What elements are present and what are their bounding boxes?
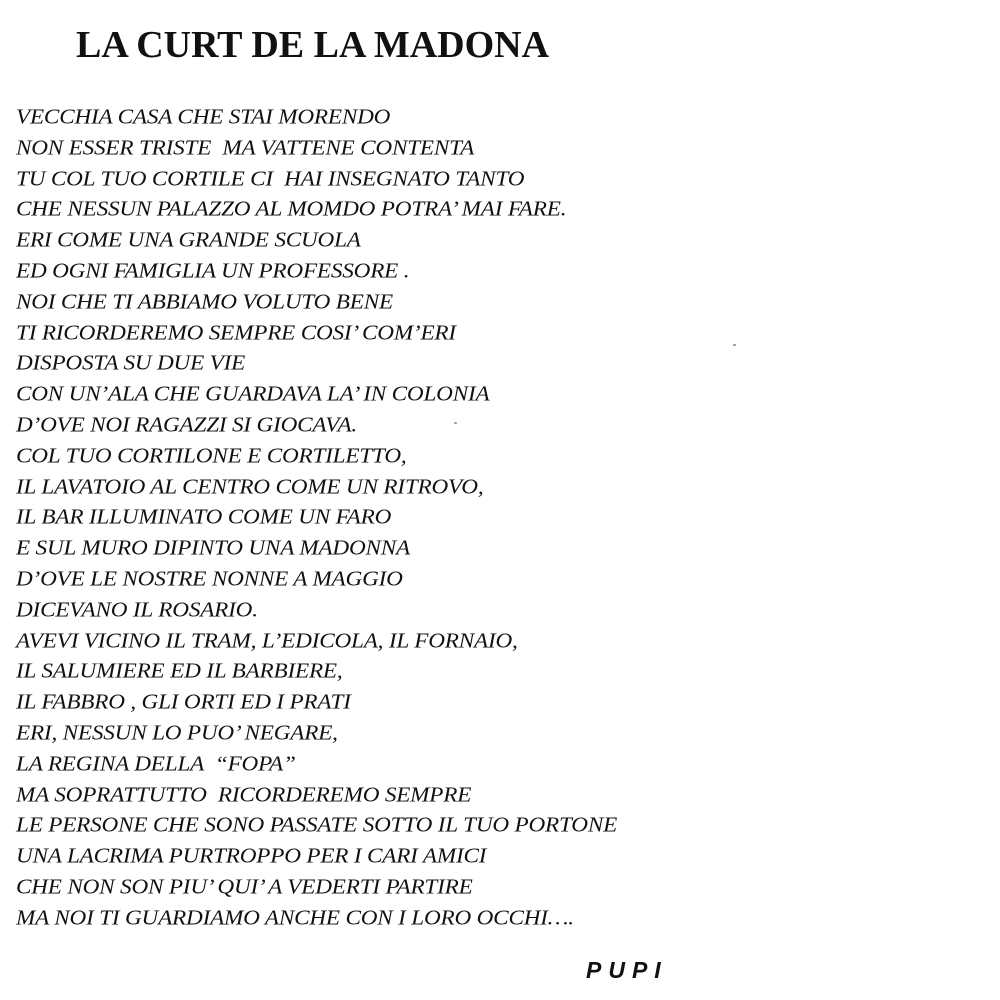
poem-line: CHE NESSUN PALAZZO AL MOMDO POTRA’ MAI FARE. xyxy=(16,197,567,222)
poem-line: DISPOSTA SU DUE VIE xyxy=(16,351,246,376)
poem-line: TU COL TUO CORTILE CI HAI INSEGNATO TANTO xyxy=(16,166,525,191)
poem-title: LA CURT DE LA MADONA xyxy=(76,24,550,66)
poem-line: LA REGINA DELLA “FOPA” xyxy=(16,751,296,776)
poem-line: IL BAR ILLUMINATO COME UN FARO xyxy=(16,505,392,530)
poem-body xyxy=(16,102,617,934)
poem-line: DICEVANO IL ROSARIO. xyxy=(16,597,258,622)
scan-speck xyxy=(454,422,457,424)
poem-line: AVEVI VICINO IL TRAM, L’EDICOLA, IL FORNAIO, xyxy=(16,628,518,653)
poem-line: VECCHIA CASA CHE STAI MORENDO xyxy=(16,105,391,129)
poem-line: D’OVE NOI RAGAZZI SI GIOCAVA. xyxy=(16,413,358,437)
signature: PUPI xyxy=(586,957,668,983)
poem-line: ERI COME UNA GRANDE SCUOLA xyxy=(16,228,361,253)
scan-speck xyxy=(733,344,736,346)
poem-line: IL FABBRO , GLI ORTI ED I PRATI xyxy=(16,690,351,715)
poem-line: LE PERSONE CHE SONO PASSATE SOTTO IL TUO PORTONE xyxy=(16,813,618,838)
poem-line: IL SALUMIERE ED IL BARBIERE, xyxy=(16,659,343,684)
poem-line: ERI, NESSUN LO PUO’ NEGARE, xyxy=(16,721,338,745)
poem-line: NON ESSER TRISTE MA VATTENE CONTENTA xyxy=(16,135,475,160)
poem-line: MA SOPRATTUTTO RICORDEREMO SEMPRE xyxy=(16,782,472,807)
poem-line: UNA LACRIMA PURTROPPO PER I CARI AMICI xyxy=(16,844,487,869)
poem-line: COL TUO CORTILONE E CORTILETTO, xyxy=(16,443,407,468)
poem-line: CHE NON SON PIU’ QUI’ A VEDERTI PARTIRE xyxy=(16,874,473,899)
poem-line: MA NOI TI GUARDIAMO ANCHE CON I LORO OCCHI…. xyxy=(16,905,574,930)
poem-line: TI RICORDEREMO SEMPRE COSI’ COM’ERI xyxy=(16,320,456,345)
poem-line: E SUL MURO DIPINTO UNA MADONNA xyxy=(16,536,410,561)
poem-line: NOI CHE TI ABBIAMO VOLUTO BENE xyxy=(16,289,393,314)
poem-line: ED OGNI FAMIGLIA UN PROFESSORE . xyxy=(16,259,410,283)
poem-line: D’OVE LE NOSTRE NONNE A MAGGIO xyxy=(16,567,403,591)
poem-line: IL LAVATOIO AL CENTRO COME UN RITROVO, xyxy=(16,474,484,499)
poem-line: CON UN’ALA CHE GUARDAVA LA’ IN COLONIA xyxy=(16,382,490,407)
